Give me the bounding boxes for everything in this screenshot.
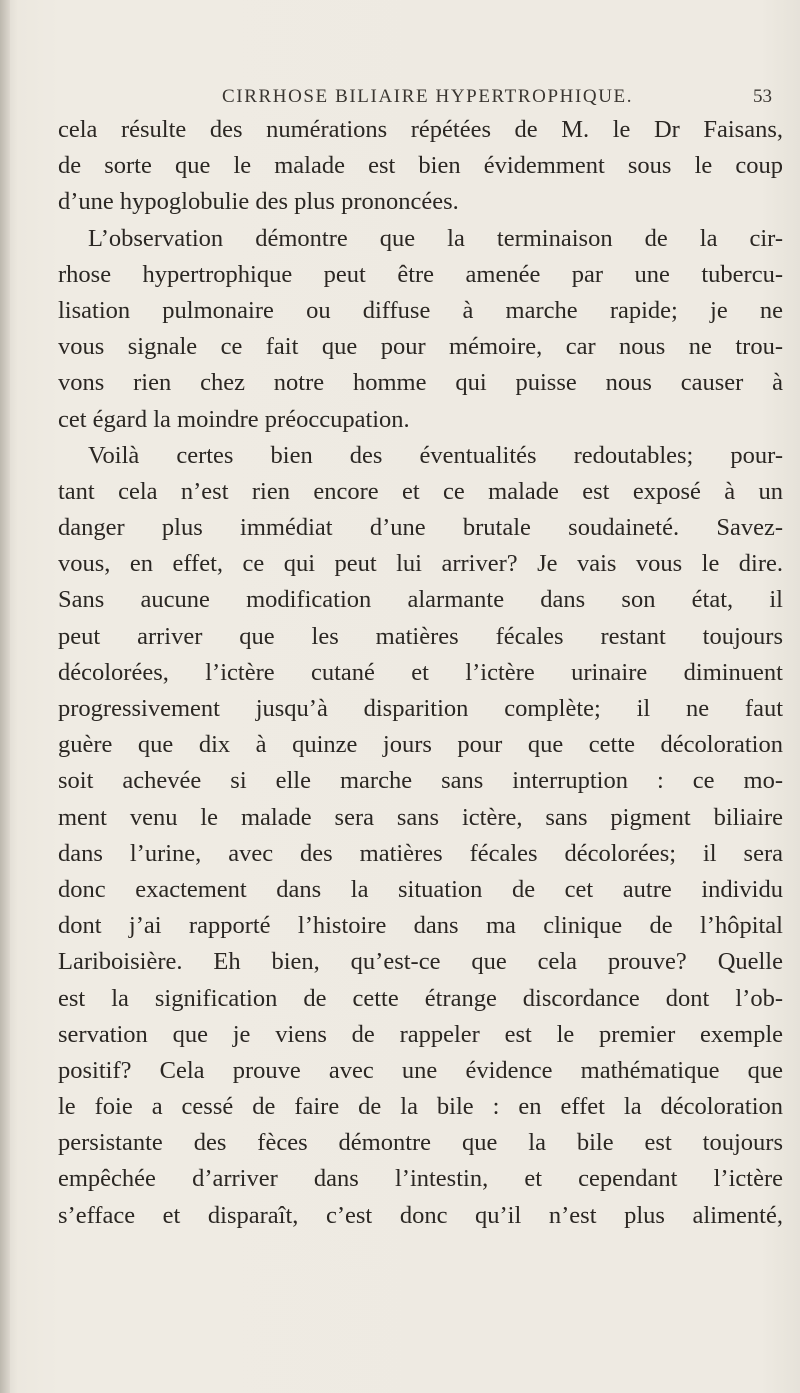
text-line: dans l’urine, avec des matières fécales décolorées; il sera [58,839,783,867]
text-line: peut arriver que les matières fécales restant toujours [58,622,783,650]
text-line: dont j’ai rapporté l’histoire dans ma clinique de l’hôpital [58,912,783,940]
text-line: d’une hypoglobulie des plus prononcées. [58,188,459,216]
text-line: guère que dix à quinze jours pour que cette décoloration [58,731,783,759]
text-line: vons rien chez notre homme qui puisse nous causer à [58,369,783,397]
body-text [58,112,783,1234]
text-line: rhose hypertrophique peut être amenée par une tubercu- [58,260,783,288]
text-line: de sorte que le malade est bien évidemment sous le coup [58,152,783,180]
text-line: empêchée d’arriver dans l’intestin, et cependant l’ictère [58,1165,783,1193]
text-line: lisation pulmonaire ou diffuse à marche rapide; je ne [58,296,783,324]
text-line: danger plus immédiat d’une brutale soudaineté. Savez- [58,514,783,542]
running-title: CIRRHOSE BILIAIRE HYPERTROPHIQUE. [222,86,634,107]
text-line: le foie a cessé de faire de la bile : en effet la décoloration [58,1093,783,1121]
text-line: Lariboisière. Eh bien, qu’est-ce que cela prouve? Quelle [58,948,783,976]
text-line: s’efface et disparaît, c’est donc qu’il n’est plus alimenté, [58,1201,783,1229]
text-line: cet égard la moindre préoccupation. [58,405,410,433]
text-line: décolorées, l’ictère cutané et l’ictère urinaire diminuent [58,658,783,686]
text-line: vous, en effet, ce qui peut lui arriver? Je vais vous le dire. [58,550,783,578]
paragraph-start-line: L’observation démontre que la terminaison de la cir- [88,224,783,252]
text-line: tant cela n’est rien encore et ce malade est exposé à un [58,477,783,505]
text-line: cela résulte des numérations répétées de M. le Dr Faisans, [58,116,783,143]
text-line: positif? Cela prouve avec une évidence mathématique que [58,1056,783,1084]
text-line: vous signale ce fait que pour mémoire, car nous ne trou- [58,333,783,361]
text-line: soit achevée si elle marche sans interruption : ce mo- [58,767,783,795]
text-line: persistante des fèces démontre que la bile est toujours [58,1129,783,1157]
text-line: est la signification de cette étrange discordance dont l’ob- [58,984,783,1012]
text-line: donc exactement dans la situation de cet autre individu [58,875,783,903]
page-number: 53 [753,86,772,107]
text-line: ment venu le malade sera sans ictère, sans pigment biliaire [58,803,783,831]
text-line: servation que je viens de rappeler est le premier exemple [58,1020,783,1048]
text-line: progressivement jusqu’à disparition complète; il ne faut [58,695,783,722]
page-gutter-shadow [0,0,10,1393]
text-line: Sans aucune modification alarmante dans son état, il [58,586,783,614]
paragraph-start-line: Voilà certes bien des éventualités redoutables; pour- [88,441,783,469]
